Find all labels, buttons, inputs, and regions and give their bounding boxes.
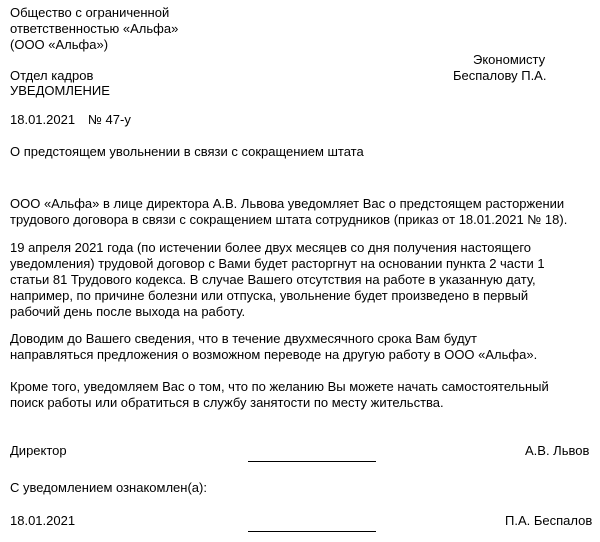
paragraph-2-line: уведомления) трудовой договор с Вами будет расторгнут на основании пункта 2 части 1: [10, 256, 545, 271]
paragraph-2-line: статьи 81 Трудового кодекса. В случае Вашего отсутствия на работе в указанную дату,: [10, 272, 536, 287]
addressee-name: Беспалову П.А.: [453, 68, 547, 83]
department: Отдел кадров: [10, 68, 94, 83]
signer-name: А.В. Львов: [525, 443, 590, 458]
paragraph-4-line: поиск работы или обратиться в службу занятости по месту жительства.: [10, 395, 444, 410]
addressee-position: Экономисту: [473, 52, 546, 67]
paragraph-2-line: например, по причине болезни или отпуска, увольнение будет произведено в первый: [10, 288, 529, 303]
org-name-line2: ответственностью «Альфа»: [10, 21, 179, 36]
acknowledgement-label: С уведомлением ознакомлен(а):: [10, 480, 207, 495]
paragraph-3-line: направляться предложения о возможном переводе на другую работу в ООО «Альфа».: [10, 347, 538, 362]
org-short-name: (ООО «Альфа»): [10, 37, 109, 52]
org-name-line1: Общество с ограниченной: [10, 5, 170, 20]
document-date: 18.01.2021: [10, 112, 76, 127]
acknowledgement-date: 18.01.2021: [10, 513, 76, 528]
acknowledgement-name: П.А. Беспалов: [505, 513, 593, 528]
paragraph-2-line: 19 апреля 2021 года (по истечении более двух месяцев со дня получения настоящего: [10, 240, 532, 255]
paragraph-3-line: Доводим до Вашего сведения, что в течение двухмесячного срока Вам будут: [10, 331, 478, 346]
paragraph-4-line: Кроме того, уведомляем Вас о том, что по желанию Вы можете начать самостоятельный: [10, 379, 549, 394]
document-type: УВЕДОМЛЕНИЕ: [10, 83, 110, 98]
signature-line: [248, 461, 376, 462]
document-number: № 47-у: [88, 112, 131, 127]
acknowledgement-signature-line: [248, 531, 376, 532]
paragraph-2-line: рабочий день после выхода на работу.: [10, 304, 246, 319]
paragraph-1-line: трудового договора в связи с сокращением штата сотрудников (приказ от 18.01.2021 № 18).: [10, 212, 568, 227]
document-subject: О предстоящем увольнении в связи с сокращением штата: [10, 144, 364, 159]
signer-position: Директор: [10, 443, 67, 458]
paragraph-1-line: ООО «Альфа» в лице директора А.В. Львова уведомляет Вас о предстоящем расторжении: [10, 196, 565, 211]
